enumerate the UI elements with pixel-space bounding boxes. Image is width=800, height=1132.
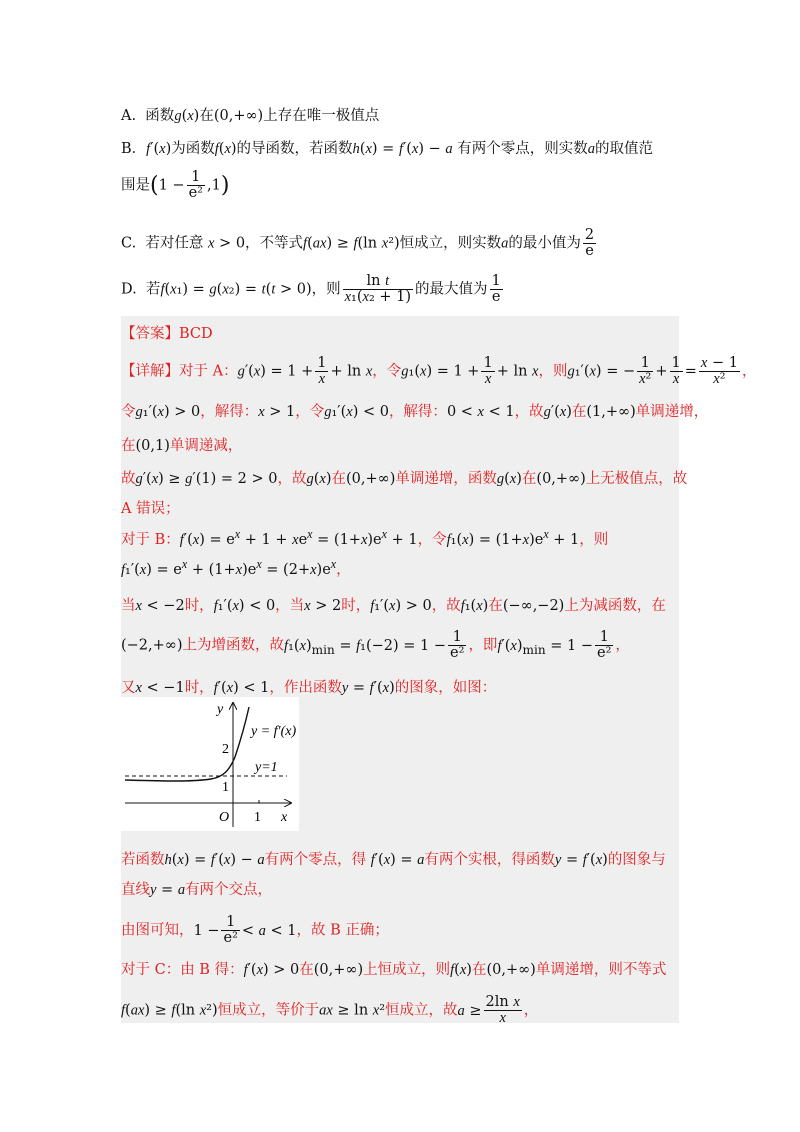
option-c: C. 若对任意 x > 0，不等式f(ax) ≥ f(ln x²)恒成立，则实数a的最小值为 $\frac{2}{e}$ [121, 227, 595, 260]
detail-line-7: $f_1'(x) = e^x + (1+x)e^x = (2+x)e^x$， [121, 557, 351, 578]
detail-line-11: 若函数h(x) = f′(x) − a有两个零点，得 f′(x) = a有两个实根，得函数y = f′(x)的图象与 [121, 852, 666, 868]
curve-label: y = f′(x) [251, 724, 297, 739]
x-tick-1-label: 1 [254, 810, 261, 825]
detail-line-10: 又x < −1时，f′(x) < 1，作出函数y = f′(x)的图象，如图： [121, 680, 497, 696]
y-axis-label: y [217, 702, 224, 717]
graph-svg [121, 697, 299, 831]
detail-line-2: 令g₁′(x) > 0，解得：x > 1，令g₁′(x) < 0，解得：0 < x < 1，故g′(x)在(1,+∞)单调递增， [121, 404, 709, 420]
y-tick-2-label: 2 [222, 742, 229, 757]
detail-line-8: 当x < −2时，f₁′(x) < 0，当x > 2时，f₁′(x) > 0，故f₁(x)在(−∞,−2)上为减函数，在 [121, 598, 666, 614]
detail-line-4: 故g′(x) ≥ g′(1) = 2 > 0，故g(x)在(0,+∞)单调递增，函数g(x)在(0,+∞)上无极值点，故 [121, 471, 688, 487]
origin-label: O [219, 810, 230, 825]
option-b-line2: 围是(1 − $\frac{1}{\text{e²}}$ ,1) [121, 169, 230, 202]
detail-line-1: 【详解】对于 A：g′(x) = 1 + $\frac{1}{x}$ + ln x，令g₁(x) = 1 + $\frac{1}{x}$ + ln x，则g₁′(x) = − $\frac{1}{\text{x²}}$ + $\frac{1}{x}$ = $\frac{x - 1}{\text{x²}}$ ， [121, 355, 757, 388]
answer-value: BCD [179, 326, 213, 342]
y-tick-1-label: 1 [222, 780, 229, 795]
detail-line-15: f(ax) ≥ f(ln x²)恒成立，等价于ax ≥ ln x²恒成立，故a ≥ $\frac{\text{2ln x}}{x}$ ， [121, 994, 539, 1027]
curve-f-prime [125, 707, 249, 781]
option-a: A. 函数g(x)在(0,+∞)上存在唯一极值点 [121, 108, 380, 124]
detail-line-9: (−2,+∞)上为增函数，故$f_1(x)_{min} = f_1(-2) = 1$ − $\frac{1}{\text{e²}}$ ，即$f'(x)_{min} = 1$ − $\frac{1}{\text{e²}}$ ， [121, 629, 630, 662]
detail-line-12: 直线y = a有两个交点， [121, 882, 273, 898]
answer-line [121, 322, 213, 343]
detail-line-5: A 错误； [121, 501, 180, 517]
detail-line-14: 对于 C：由 B 得：f′(x) > 0在(0,+∞)上恒成立，则f(x)在(0,+∞)单调递增，则不等式 [121, 962, 667, 978]
detail-line-3: 在(0,1)单调递减， [121, 438, 243, 454]
function-graph [121, 697, 299, 831]
detail-line-13: 由图可知，1 − $\frac{1}{\text{e²}}$ < a < 1，故 B 正确； [121, 914, 389, 947]
option-d: D. 若f(x₁) = g(x₂) = t(t > 0)，则 $\frac{\text{ln t}}{\text{x₁(x₂ + 1)}}$ 的最大值为 $\frac{1}{e}$ [121, 273, 501, 306]
option-b-line1: B．f′(x)为函数f(x)的导函数，若函数h(x) = f′(x) − a 有两个零点，则实数a的取值范 [121, 141, 653, 157]
line-label: y=1 [255, 760, 278, 775]
detail-tag: 【详解】 [121, 363, 179, 380]
detail-line-6: 对于 B：$f'(x) = e^x + 1 + xe^x = (1+x)e^x + 1$，令$f_1(x) = (1+x)e^x + 1$，则 [121, 527, 609, 548]
answer-tag: 【答案】 [121, 326, 179, 342]
x-axis-label: x [281, 810, 288, 825]
